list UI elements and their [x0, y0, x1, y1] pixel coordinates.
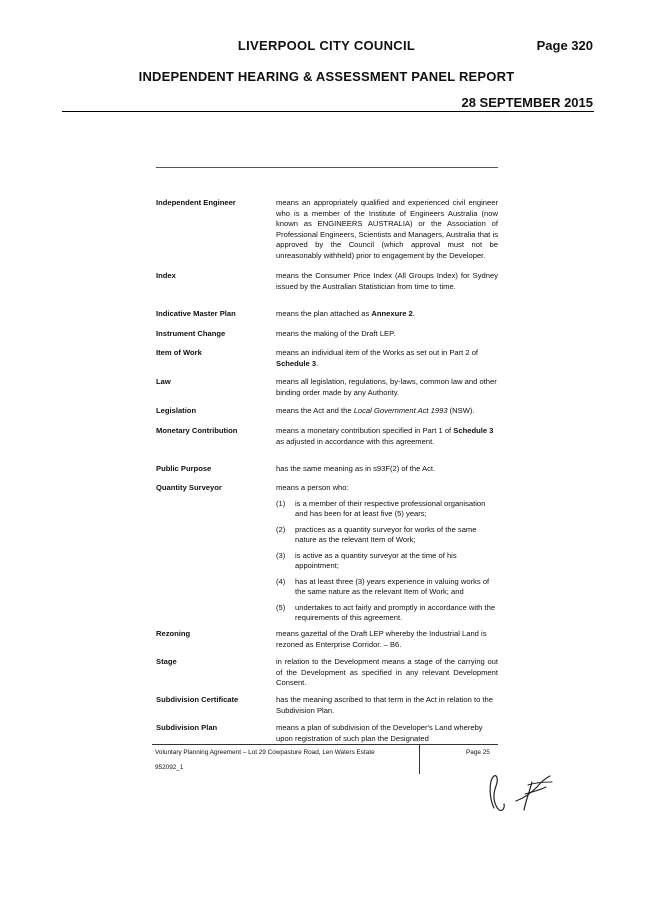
- initial-stroke: [516, 776, 550, 801]
- meaning-intro: means a person who:: [276, 483, 349, 492]
- definitions-list: [156, 198, 498, 743]
- report-date: 28 SEPTEMBER 2015: [461, 95, 593, 110]
- definition-meaning: in relation to the Development means a stage of the carrying out of the Development as specified in any relevant Development Consent.: [276, 657, 498, 687]
- definition-legislation: [156, 406, 498, 426]
- clause-text: is active as a quantity surveyor at the time of his appointment;: [295, 550, 457, 570]
- definition-monetary-contribution: [156, 426, 498, 464]
- header-divider: [62, 111, 594, 112]
- definition-meaning: means the Consumer Price Index (All Groups Index) for Sydney issued by the Australian Statistician from time to time.: [276, 271, 498, 291]
- clause-list: [276, 499, 498, 624]
- definition-public-purpose: [156, 464, 498, 483]
- definition-meaning: means the making of the Draft LEP.: [276, 329, 396, 338]
- meaning-italic: Local Government Act 1993: [353, 406, 448, 415]
- definition-meaning: has the same meaning as in s93F(2) of the Act.: [276, 464, 436, 473]
- definition-quantity-surveyor: [156, 483, 498, 629]
- definition-term: Instrument Change: [156, 329, 226, 338]
- definition-meaning: has the meaning ascribed to that term in the Act in relation to the Subdivision Plan.: [276, 695, 493, 715]
- definition-instrument-change: [156, 329, 498, 348]
- definition-rezoning: [156, 629, 498, 657]
- footer-vertical-divider: [419, 744, 420, 774]
- footer-page-number: Page 25: [466, 749, 490, 756]
- definition-term: Public Purpose: [156, 464, 212, 473]
- clause-item: [276, 603, 498, 624]
- report-title: INDEPENDENT HEARING & ASSESSMENT PANEL REPORT: [138, 69, 515, 84]
- clause-number: (1): [276, 498, 286, 508]
- definition-independent-engineer: [156, 198, 498, 271]
- meaning-text: .: [412, 309, 415, 318]
- definition-term: Legislation: [156, 406, 197, 415]
- definition-subdivision-plan: [156, 723, 498, 743]
- handwritten-initials: [480, 768, 564, 814]
- meaning-text: as adjusted in accordance with this agreement.: [276, 436, 435, 446]
- meaning-text: means the Act and the: [276, 406, 354, 415]
- council-name: LIVERPOOL CITY COUNCIL: [237, 38, 416, 53]
- clause-item: [276, 551, 498, 572]
- definition-term: Monetary Contribution: [156, 426, 238, 435]
- definition-meaning: [276, 483, 498, 629]
- definition-term: Stage: [156, 657, 177, 666]
- clause-text: has at least three (3) years experience in valuing works of the same nature as the relevant Item of Work; and: [295, 576, 490, 596]
- footer-document-id: 952092_1: [155, 764, 184, 771]
- definition-term: Independent Engineer: [156, 198, 236, 207]
- meaning-bold: Schedule 3: [453, 426, 494, 435]
- definition-meaning: [276, 406, 498, 426]
- definition-subdivision-certificate: [156, 695, 498, 723]
- definition-meaning: [276, 348, 498, 377]
- definition-term: Law: [156, 377, 171, 386]
- definition-index: [156, 271, 498, 309]
- definition-term: Subdivision Plan: [156, 723, 218, 732]
- document-top-rule: [156, 167, 498, 168]
- meaning-text: (NSW).: [447, 406, 475, 415]
- meaning-text: .: [316, 358, 319, 368]
- definition-meaning: means gazettal of the Draft LEP whereby the Industrial Land is rezoned as Enterprise Corridor. – B6.: [276, 629, 487, 649]
- meaning-text: means a monetary contribution specified in Part 1 of: [276, 426, 454, 435]
- clause-item: [276, 577, 498, 598]
- definition-meaning: means all legislation, regulations, by-laws, common law and other binding order made by any Authority.: [276, 377, 497, 397]
- definition-term: Rezoning: [156, 629, 191, 638]
- footer-title: Voluntary Planning Agreement – Lot 29 Cowpasture Road, Len Waters Estate: [155, 749, 375, 756]
- initial-stroke: [490, 776, 504, 811]
- page-number: Page 320: [536, 38, 593, 53]
- definition-law: [156, 377, 498, 406]
- clause-text: undertakes to act fairly and promptly in accordance with the requirements of this agreement.: [295, 602, 496, 622]
- definition-term: Indicative Master Plan: [156, 309, 236, 318]
- definition-stage: [156, 657, 498, 695]
- definition-term: Subdivision Certificate: [156, 695, 239, 704]
- definition-term: Index: [156, 271, 176, 280]
- definition-meaning: means a plan of subdivision of the Developer's Land whereby upon registration of such plan the Designated: [276, 723, 483, 743]
- clause-text: is a member of their respective professional organisation and has been for at least five (5) years;: [295, 498, 486, 518]
- definition-meaning: means an appropriately qualified and experienced civil engineer who is a member of the Institute of Engineers Australia (now known as ENGINEERS AUSTRALIA) or the Association of Professional Engineers, Scientists and Managers, Australia that is approved by the Council (which approval must not be unreasonably withheld) prior to engagement by the Developer.: [276, 198, 498, 260]
- meaning-bold: Schedule 3: [276, 358, 317, 368]
- meaning-bold: Annexure 2: [371, 309, 413, 318]
- definition-term: Item of Work: [156, 348, 202, 357]
- meaning-text: means an individual item of the Works as set out in Part 2 of: [276, 348, 479, 357]
- clause-item: [276, 525, 498, 546]
- definition-meaning: [276, 426, 498, 464]
- clause-item: [276, 499, 498, 520]
- footer-divider: [152, 744, 498, 745]
- definition-meaning: [276, 309, 498, 329]
- definition-term: Quantity Surveyor: [156, 483, 222, 492]
- clause-number: (5): [276, 602, 286, 612]
- clause-number: (2): [276, 524, 286, 534]
- definition-item-of-work: [156, 348, 498, 377]
- clause-number: (4): [276, 576, 286, 586]
- meaning-text: means the plan attached as: [276, 309, 372, 318]
- definition-indicative-master-plan: [156, 309, 498, 329]
- clause-number: (3): [276, 550, 286, 560]
- clause-text: practices as a quantity surveyor for works of the same nature as the relevant Item of Work;: [295, 524, 477, 544]
